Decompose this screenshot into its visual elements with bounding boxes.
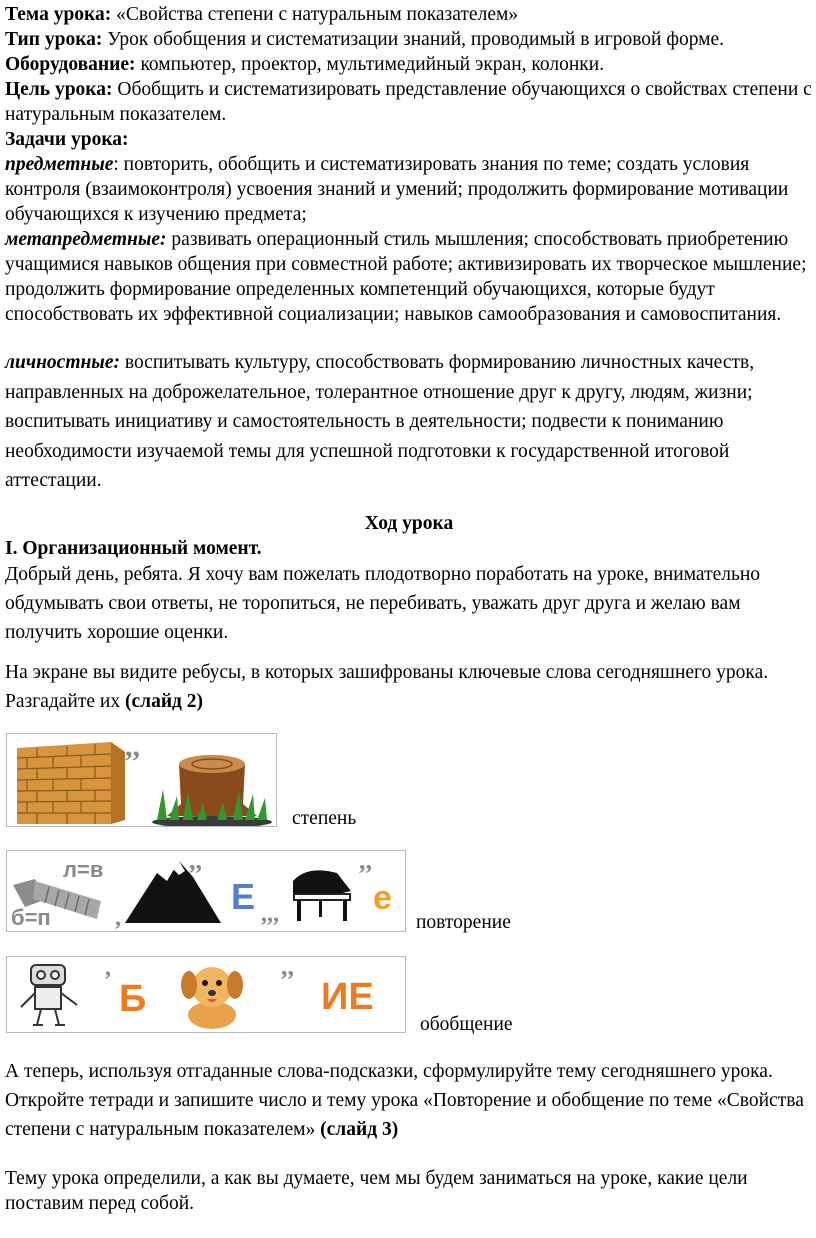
personal-tasks — [5, 348, 813, 496]
tasks-heading — [5, 127, 813, 152]
piano-icon — [293, 870, 351, 921]
tasks-label: Задачи урока: — [5, 129, 129, 150]
svg-text:,,: ,, — [359, 851, 372, 875]
letter-e-upper: Е — [231, 876, 256, 917]
letters-2-text: б=п — [11, 905, 51, 930]
formulate-slide-ref: (слайд 3) — [320, 1119, 399, 1140]
meta-tasks — [5, 227, 813, 327]
robot-icon — [21, 965, 77, 1025]
mountain-icon — [125, 861, 221, 923]
topic-line — [5, 2, 813, 27]
tree-stump-icon — [152, 755, 272, 826]
subject-label: предметные — [5, 154, 114, 175]
svg-text:,: , — [105, 957, 111, 981]
lesson-heading: Ход урока — [364, 513, 454, 534]
greeting-paragraph: Добрый день, ребята. Я хочу вам пожелать плодотворно поработать на уроке, внимательно обдумывать свои ответы, не торопиться, не перебивать, уважать друг друга и желаю вам получить хорошие оценки. — [5, 564, 761, 643]
equipment-label: Оборудование: — [5, 54, 136, 75]
letters-1-text: л=в — [63, 857, 104, 882]
subject-text: : повторить, обобщить и систематизировать знания по теме; создать условия контроля (взаимоконтроля) усвоения знаний и умений; продолжить формирование мотивации обучающихся к изучению предмета; — [5, 154, 789, 225]
lesson-header — [5, 2, 813, 327]
goal-line — [5, 77, 813, 127]
rebus-3-image — [6, 956, 406, 1033]
type-line — [5, 27, 813, 52]
meta-label: метапредметные: — [5, 229, 167, 250]
personal-label: личностные: — [5, 352, 120, 373]
rebus-intro-text: На экране вы видите ребусы, в которых зашифрованы ключевые слова сегодняшнего урока. Разгадайте их — [5, 662, 769, 712]
letters-ie-text: ИЕ — [321, 976, 374, 1018]
svg-text:,,: ,, — [189, 851, 202, 875]
puppy-icon — [181, 967, 243, 1029]
quote-mark-icon: ,, — [125, 734, 140, 763]
type-label: Тип урока: — [5, 29, 103, 50]
goal-label: Цель урока: — [5, 79, 113, 100]
personal-tasks-block — [5, 348, 813, 496]
equipment-value: компьютер, проектор, мультимедийный экран, колонки. — [135, 54, 605, 75]
subject-tasks — [5, 152, 813, 227]
brick-wall-icon — [17, 742, 125, 824]
rebus-1-image — [6, 733, 277, 827]
rebus-2-answer: повторение — [416, 912, 511, 933]
letter-e-lower: е — [373, 879, 392, 917]
goal-value: Обобщить и систематизировать представление обучающихся о свойствах степени с натуральным показателем. — [5, 79, 812, 125]
svg-text:,,,: ,,, — [261, 901, 279, 927]
formulate-text: А теперь, используя отгаданные слова-подсказки, сформулируйте тему сегодняшнего урока. Откройте тетради и запишите число и тему урока «Повторение и обобщение по теме «Свойства степени с натуральным показателем» — [5, 1061, 804, 1140]
personal-text: воспитывать культуру, способствовать формированию личностных качеств, направленных на доброжелательное, толерантное отношение друг к другу, людям, жизни; воспитывать инициативу и самостоятельность в деятельности; подвести к пониманию необходимости изучаемой темы для успешной подготовки к государственной итоговой аттестации. — [5, 352, 755, 491]
rebus-slide-ref: (слайд 2) — [124, 691, 204, 712]
comma-icon: , — [115, 905, 121, 931]
topic-value: «Свойства степени с натуральным показателем» — [111, 4, 519, 25]
topic-label: Тема урока: — [5, 4, 112, 25]
svg-text:,,: ,, — [281, 957, 294, 981]
rebus-3-answer: обобщение — [420, 1014, 513, 1035]
formulate-paragraph — [5, 1057, 813, 1144]
rebus-1-answer: степень — [292, 808, 357, 829]
equipment-line — [5, 52, 813, 77]
rebus-intro — [5, 658, 813, 716]
section1-title: I. Организационный момент. — [5, 538, 262, 559]
letter-b-text: Б — [119, 978, 147, 1020]
final-paragraph: Тему урока определили, а как вы думаете, чем мы будем заниматься на уроке, какие цели поставим перед собой. — [5, 1168, 748, 1214]
rebus-2-image — [6, 850, 406, 932]
meta-text: развивать операционный стиль мышления; способствовать приобретению учащимися навыков общения при совместной работе; активизировать их творческое мышление; продолжить формирование определенных компетенций обучающихся, которые будут способствовать их эффективной социализации; навыков самообразования и самовоспитания. — [5, 229, 807, 325]
type-value: Урок обобщения и систематизации знаний, проводимый в игровой форме. — [102, 29, 725, 50]
